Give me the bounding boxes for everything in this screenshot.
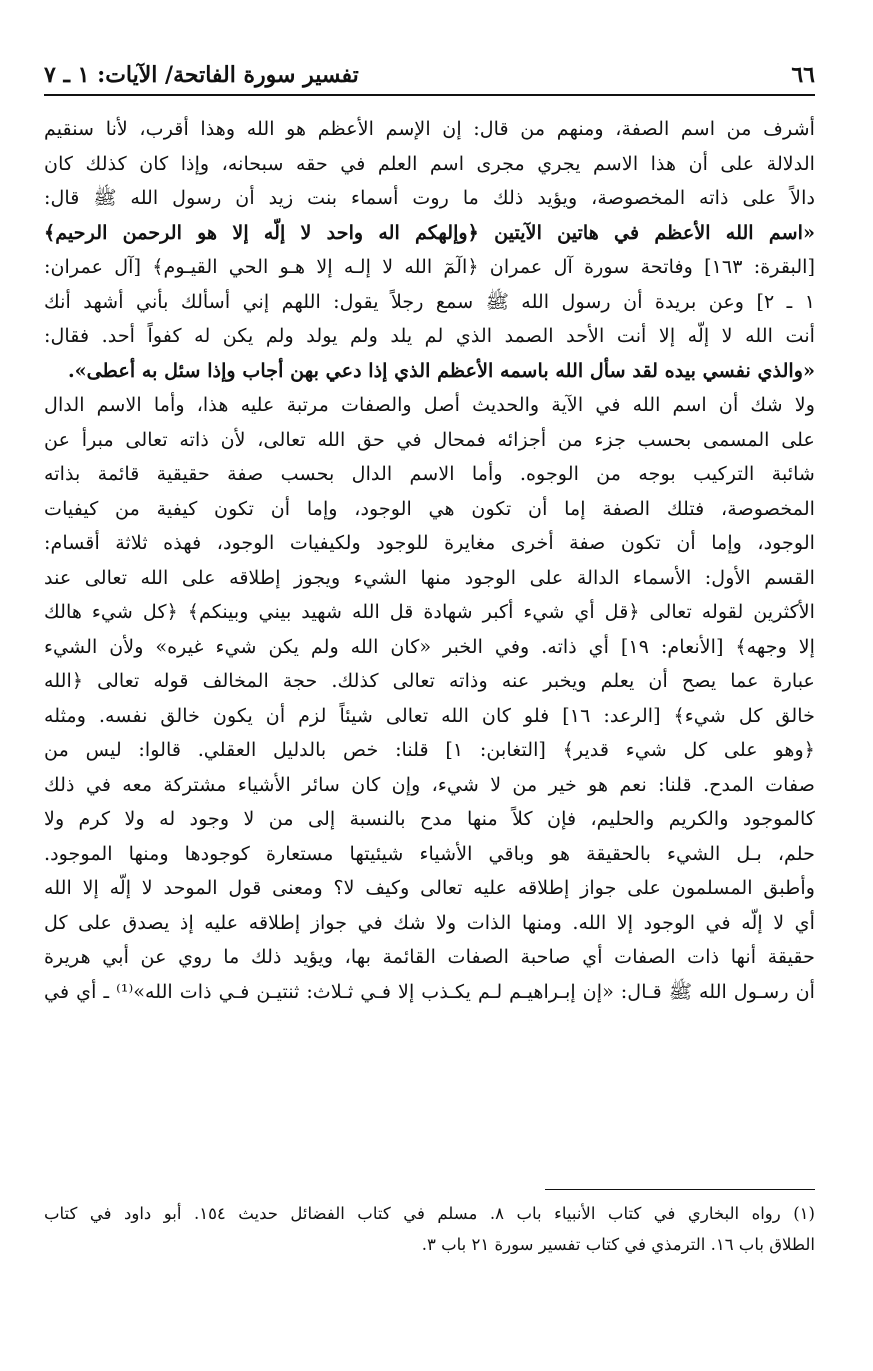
page-number: ٦٦ (791, 62, 815, 88)
text-line: أن رسـول الله ﷺ قـال: «إن إبـراهيـم لـم يكـذب إلا فـي ثـلاث: ثنتيـن فـي ذات الله»⁽¹⁾ ـ أي في (44, 979, 815, 1003)
footnote-line: الطلاق باب ١٦. الترمذي في كتاب تفسير سورة ٢١ باب ٣. (421, 1235, 815, 1254)
header-divider (44, 94, 815, 96)
text-line: شائبة التركيب بوجه من الوجوه. وأما الاسم الدال بحسب صفة حقيقية قائمة بذاته (44, 462, 815, 485)
text-line: ١ ـ ٢] وعن بريدة أن رسول الله ﷺ سمع رجلاً يقول: اللهم إني أسألك بأني أشهد أنك (44, 289, 815, 313)
main-text (44, 112, 815, 1009)
text-line: على المسمى بحسب جزء من أجزائه فمحال في حق الله تعالى، لأن ذاته تعالى مبرأ عن (44, 427, 815, 451)
text-line: الدلالة على أن هذا الاسم يجري مجرى اسم العلم في حقه سبحانه، وإذا كان كذلك كان (44, 151, 815, 175)
text-line: كالموجود والكريم والحليم، فإن كلاً منها مدح بالنسبة إلى من لا وجود له ولا كرم ولا (44, 807, 815, 830)
text-line: الوجود، وإما أن تكون صفة أخرى مغايرة للوجود ولكيفيات الوجود، فهذه ثلاثة أقسام: (44, 531, 815, 554)
text-line: أشرف من اسم الصفة، ومنهم من قال: إن الإسم الأعظم هو الله وهذا أقرب، لأنا سنقيم (44, 117, 815, 140)
footnotes (44, 1198, 815, 1260)
text-line: [البقرة: ١٦٣] وفاتحة سورة آل عمران ﴿الٓمٓ الله لا إلـه إلا هـو الحي القيـوم﴾ [آل عمران: (44, 255, 815, 278)
text-line: الأكثرين لقوله تعالى ﴿قل أي شيء أكبر شهادة قل الله شهيد بيني وبينكم﴾ ﴿كل شيء هالك (44, 600, 815, 623)
footnote-line: (١) رواه البخاري في كتاب الأنبياء باب ٨. مسلم في كتاب الفضائل حديث ١٥٤. أبو داود في كتاب (44, 1204, 815, 1223)
text-line: ولا شك أن اسم الله في الآية والحديث أصل والصفات مرتبة عليه هذا، وأما الاسم الدال (44, 393, 815, 416)
text-line: «والذي نفسي بيده لقد سأل الله باسمه الأعظم الذي إذا دعي بهن أجاب وإذا سئل به أعطى». (67, 358, 815, 382)
text-line: أي لا إلّه في الوجود إلا الله. ومنها الذات ولا شك في جواز إطلاقه عليه إذ يصدق على كل (44, 910, 815, 934)
running-title: تفسير سورة الفاتحة/ الآيات: ١ ـ ٧ (44, 62, 359, 88)
text-line: إلا وجهه﴾ [الأنعام: ١٩] أي ذاته. وفي الخبر «كان الله ولم يكن شيء غيره» ولأن الشيء (44, 634, 815, 658)
text-line: حلم، بـل الشيء بالحقيقة هو وباقي الأشياء شيئيتها مستعارة كوجودها ومنها الموجود. (44, 841, 815, 865)
text-line: صفات المدح. قلنا: نعم هو خير من لا شيء، وإن كان سائر الأشياء مشتركة معه في ذلك (44, 772, 815, 796)
text-line: حقيقة أنها ذات الصفات أي صاحبة الصفات القائمة بها، ويؤيد ذلك ما روي عن أبي هريرة (44, 945, 815, 968)
text-line: دالاً على ذاته المخصوصة، ويؤيد ذلك ما روت أسماء بنت زيد أن رسول الله ﷺ قال: (44, 186, 815, 209)
text-line: عبارة عما يصح أن يعلم ويخبر عنه وذاته تعالى كذلك. حجة المخالف قوله تعالى ﴿الله (44, 669, 815, 692)
text-line: المخصوصة، فتلك الصفة إما أن تكون هي الوجود، وإما أن تكون كيفية من كيفيات (44, 496, 815, 520)
text-line: «اسم الله الأعظم في هاتين الآيتين ﴿وإلهكم اله واحد لا إلّه إلا هو الرحمن الرحيم﴾ (44, 220, 815, 244)
text-line: أنت الله لا إلّه إلا أنت الأحد الصمد الذي لم يلد ولم يولد ولم يكن له كفواً أحد. فقال: (44, 324, 815, 347)
footnote-divider (545, 1189, 815, 1190)
running-header (44, 58, 815, 88)
text-line: خالق كل شيء﴾ [الرعد: ١٦] فلو كان الله تعالى شيئاً لزم أن يكون خالق نفسه. ومثله (44, 703, 815, 727)
text-line: ﴿وهو على كل شيء قدير﴾ [التغابن: ١] قلنا: خص بالدليل العقلي. قالوا: ليس من (44, 738, 815, 761)
text-line: القسم الأول: الأسماء الدالة على الوجود منها الشيء ويجوز إطلاقه على الله تعالى عند (44, 565, 815, 589)
text-line: وأطبق المسلمون على جواز إطلاقه عليه تعالى وكيف لا؟ ومعنى قول الموحد لا إلّه إلا الله (44, 876, 815, 899)
